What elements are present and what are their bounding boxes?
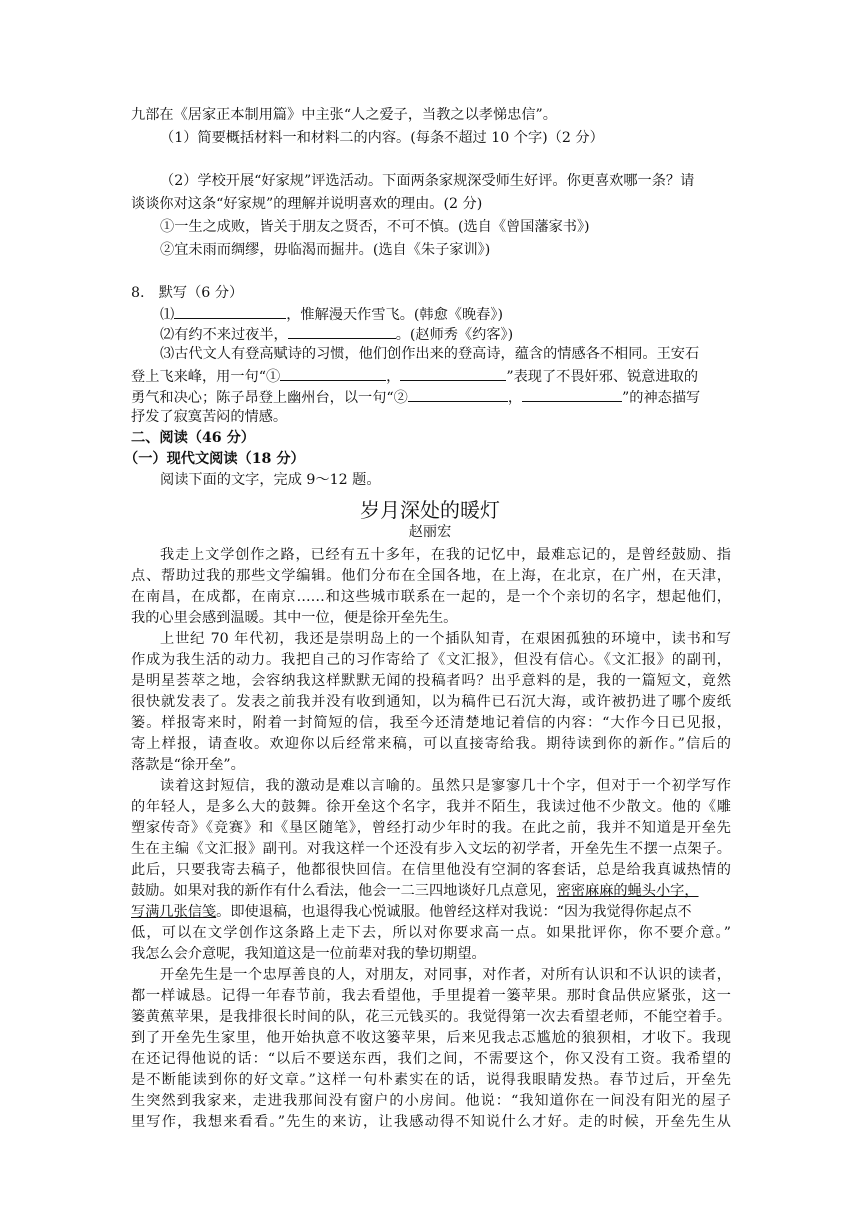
paragraph-line: 是不断能读到你的好文章。”这样一句朴素实在的话，说得我眼睛发热。春节过后，开垒先 — [131, 1072, 731, 1088]
paragraph-line: 我怎么会介意呢，我知道这是一位前辈对我的挚切期望。 — [131, 946, 486, 962]
paragraph-line: 在南昌，在成都，在南京……和这些城市联系在一起的，是一个个亲切的名字，想起他们， — [131, 589, 731, 605]
paragraph-line: 都一样诚恳。记得一年春节前，我去看望他，手里提着一篓苹果。那时食品供应紧张，这一 — [131, 988, 731, 1004]
paragraph-line: 是明星荟萃之地，会容纳我这样默默无闻的投稿者吗？出乎意料的是，我的一篇短文，竟然 — [131, 673, 731, 689]
paragraph-line: 篓。样报寄来时，附着一封简短的信，我至今还清楚地记着信的内容：“大作今日已见报， — [131, 715, 731, 731]
paragraph-line: 落款是“徐开垒”。 — [131, 757, 245, 773]
question-7-2: （2）学校开展“好家规”评选活动。下面两条家规深受师生好评。你更喜欢哪一条？请 — [160, 173, 695, 189]
line-text: 鼓励。如果对我的新作有什么看法，他会一二三四地谈好几点意见， — [131, 883, 557, 899]
line-text: ”的神态描写 — [622, 390, 701, 406]
line-text: 。即使退稿，也退得我心悦诚服。他曾经这样对我说：“因为我觉得你起点不 — [216, 904, 692, 920]
line-text: 。(赵师秀《约客》) — [395, 327, 514, 343]
paragraph-line — [131, 902, 731, 922]
line-text: ， — [507, 390, 523, 406]
article-author: 赵丽宏 — [408, 524, 452, 540]
answer-blank[interactable] — [280, 365, 386, 381]
dictation-line-3: ⑶古代文人有登高赋诗的习惯，他们创作出来的登高诗，蕴含的情感各不相同。王安石 — [160, 346, 700, 362]
item-number: ⑴ — [160, 307, 175, 323]
text-line: 九部在《居家正本制用篇》中主张“人之爱子，当教之以孝悌忠信”。 — [131, 107, 557, 123]
dictation-line-2 — [160, 323, 760, 345]
paragraph-line: 点、帮助过我的那些文学编辑。他们分布在全国各地，在上海，在北京，在广州，在天津， — [131, 568, 731, 584]
paragraph-line: 上世纪 70 年代初，我还是崇明岛上的一个插队知青，在艰困孤独的环境中，读书和写 — [160, 631, 731, 647]
paragraph-line: 生突然到我家来，走进我那间没有窗户的小房间。他说：“我知道你在一间没有阳光的屋子 — [131, 1093, 731, 1109]
answer-blank[interactable] — [408, 386, 508, 402]
line-text: ⑵有约不来过夜半， — [160, 327, 288, 343]
option-1: ①一生之成败，皆关于朋友之贤否，不可不慎。(选自《曾国藩家书》) — [160, 219, 590, 235]
question-8-heading: 8. 默写（6 分） — [131, 285, 244, 301]
question-7-1: （1）简要概括材料一和材料二的内容。(每条不超过 10 个字)（2 分） — [160, 130, 604, 146]
answer-blank[interactable] — [174, 303, 286, 319]
paragraph-line: 里写作，我想来看看。”先生的来访，让我感动得不知说什么才好。走的时候，开垒先生从 — [131, 1114, 731, 1130]
line-text: 登上飞来峰，用一句“① — [131, 369, 281, 385]
line-text: ， — [386, 369, 401, 385]
section-heading: 二、阅读（46 分） — [131, 430, 255, 446]
subsection-heading: （一）现代文阅读（18 分） — [124, 451, 305, 467]
option-2: ②宜未雨而绸缪，毋临渴而掘井。(选自《朱子家训》) — [160, 242, 491, 258]
paragraph-line: 塑家传奇》《竞赛》和《垦区随笔》，曾经打动少年时的我。在此之前，我并不知道是开垒先 — [131, 820, 731, 836]
paragraph-line: 的年轻人，是多么大的鼓舞。徐开垒这个名字，我并不陌生，我读过他不少散文。他的《雕 — [131, 799, 731, 815]
paragraph-line: 篓黄蕉苹果，是我排很长时间的队，花三元钱买的。我觉得第一次去看望老师，不能空着手。 — [131, 1009, 731, 1025]
dictation-line-3d: 抒发了寂寞苦闷的情感。 — [131, 409, 288, 425]
paragraph-line: 寄上样报，请查收。欢迎你以后经常来稿，可以直接寄给我。期待读到你的新作。”信后的 — [131, 736, 731, 752]
paragraph-line: 读着这封短信，我的激动是难以言喻的。虽然只是寥寥几十个字，但对于一个初学写作 — [160, 778, 731, 794]
paragraph-line: 很快就发表了。发表之前我并没有收到通知，以为稿件已石沉大海，或许被扔进了哪个废纸 — [131, 694, 731, 710]
line-text: ”表现了不畏奸邪、锐意进取的 — [506, 369, 699, 385]
paragraph-line: 在还记得他说的话：“以后不要送东西，我们之间，不需要这个，你又没有工资。我希望的 — [131, 1051, 731, 1067]
answer-blank[interactable] — [522, 386, 622, 402]
paragraph-line: 我走上文学创作之路，已经有五十多年，在我的记忆中，最难忘记的，是曾经鼓励、指 — [160, 547, 731, 563]
answer-blank[interactable] — [400, 365, 506, 381]
paragraph-line: 我的心里会感到温暖。其中一位，便是徐开垒先生。 — [131, 610, 458, 626]
underlined-text: 写满几张信笺 — [131, 904, 217, 920]
answer-blank[interactable] — [288, 323, 396, 339]
dictation-line-1 — [160, 303, 760, 325]
text-line: 谈谈你对这条“好家规”的理解并说明喜欢的理由。(2 分) — [131, 196, 483, 212]
line-text: 勇气和决心；陈子昂登上幽州台，以一句“② — [131, 390, 408, 406]
instructions: 阅读下面的文字，完成 9～12 题。 — [160, 472, 381, 488]
paragraph-line: 生在主编《文汇报》副刊。对我这样一个还没有步入文坛的初学者，开垒先生不摆一点架子。 — [131, 841, 731, 857]
paragraph-line: 低，可以在文学创作这条路上走下去，所以对你要求高一点。如果批评你，你不要介意。” — [131, 925, 731, 941]
paragraph-line: 作成为我生活的动力。我把自己的习作寄给了《文汇报》，但没有信心。《文汇报》的副刊， — [131, 652, 731, 668]
underlined-text: 密密麻麻的蝇头小字， — [556, 883, 699, 899]
article-title: 岁月深处的暖灯 — [360, 498, 500, 522]
line-text: ，惟解漫天作雪飞。(韩愈《晚春》) — [286, 307, 503, 323]
paragraph-line: 此后，只要我寄去稿子，他都很快回信。在信里他没有空洞的客套话，总是给我真诚热情的 — [131, 862, 731, 878]
dictation-line-3c — [131, 386, 731, 408]
paragraph-line: 到了开垒先生家里，他开始执意不收这篓苹果，后来见我忐忑尴尬的狼狈相，才收下。我现 — [131, 1030, 731, 1046]
paragraph-line — [131, 881, 731, 901]
paragraph-line: 开垒先生是一个忠厚善良的人，对朋友，对同事，对作者，对所有认识和不认识的读者， — [160, 967, 731, 983]
dictation-line-3b — [131, 365, 731, 387]
